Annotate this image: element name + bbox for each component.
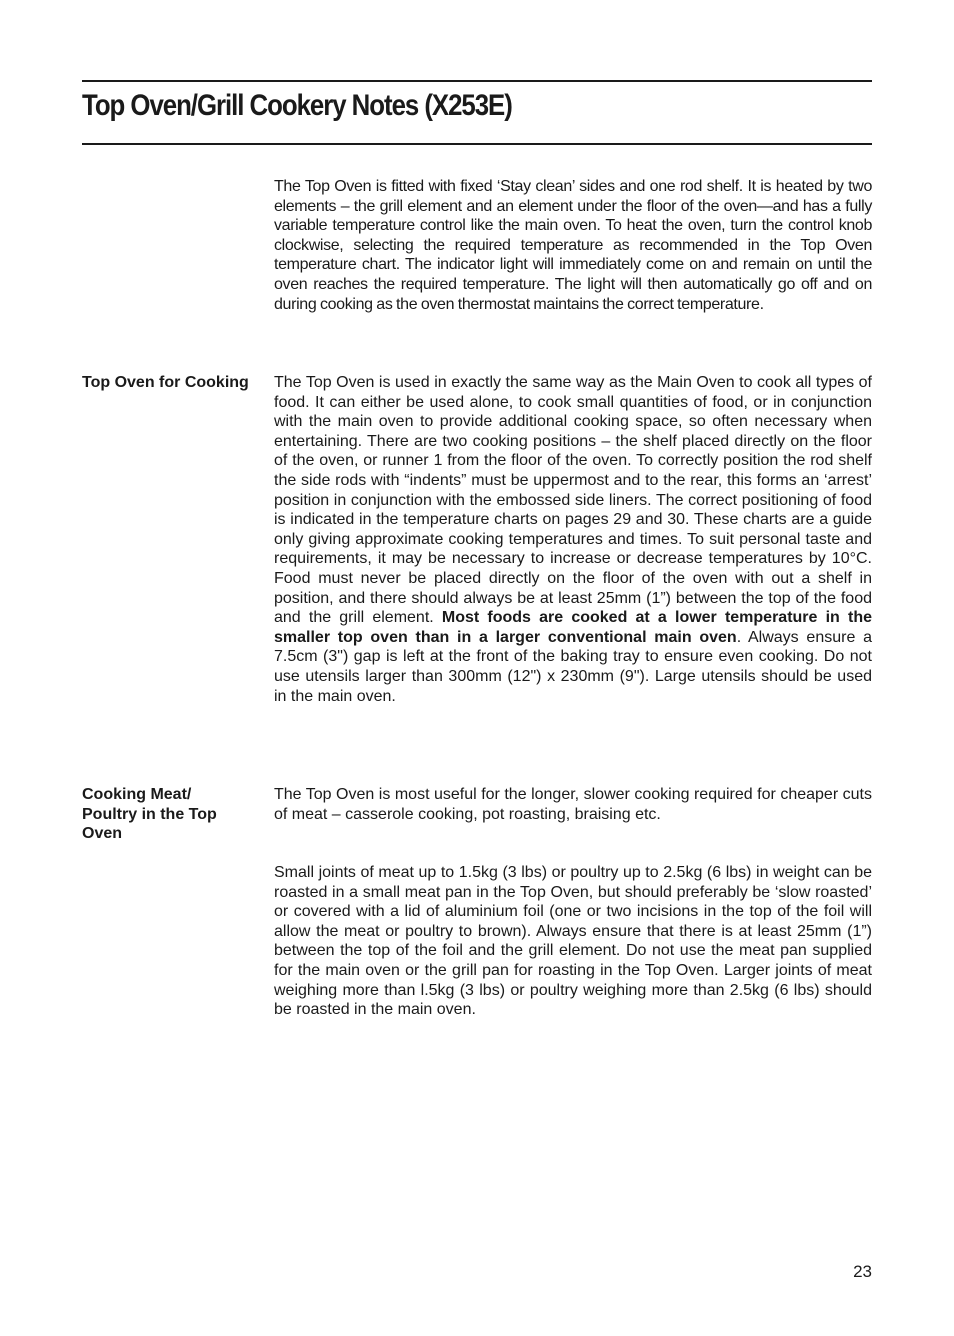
- header-top-rule: [82, 80, 872, 82]
- intro-paragraph: The Top Oven is fitted with fixed ‘Stay clean’ sides and one rod shelf. It is heated by two elements – the grill element and an element under the floor of the oven—and has a fully variable temperature control like the main oven. To heat the oven, turn the control knob clockwise, selecting the required temperature as recommended in the Top Oven temperature chart. The indicator light will immediately come on and remain on until the oven reaches the required temperature. The light will then automatically go off and on during cooking as the oven thermostat maintains the correct temperature.: [274, 178, 872, 313]
- section-text-part-2: . Always ensure a 7.5cm (3") gap is left at the front of the baking tray to ensure even cooking. Do not use utensils larger than 300mm (12") x 230mm (9"). Large utensils should be used in the main oven.: [274, 628, 872, 705]
- header-bottom-rule: [82, 143, 872, 145]
- section-text-part-1: The Top Oven is used in exactly the same way as the Main Oven to cook all types of food. It can either be used alone, to cook small quantities of food, or in conjunction with the main oven to provide additional cooking space, so often necessary when entertaining. There are two cooking positions – the shelf placed directly on the floor of the oven, or runner 1 from the floor of the oven. To correctly position the rod shelf the side rods with “indents” must be uppermost and to the rear, this forms an ‘arrest’ position in conjunction with the embossed side liners. The correct positioning of food is indicated in the temperature charts on pages 29 and 30. These charts are a guide only giving approximate cooking temperatures and times. To suit personal taste and requirements, it may be necessary to increase or decrease temperatures by 10°C. Food must never be placed directly on the floor of the oven with out a shelf in position, and there should always be at least 25mm (1”) between the top of the food and the grill element.: [274, 374, 872, 627]
- section-paragraph-meat-2: Small joints of meat up to 1.5kg (3 lbs) or poultry up to 2.5kg (6 lbs) in weight can be roasted in a small meat pan in the Top Oven, but should preferably be ‘slow roasted’ or covered with a lid of aluminium foil (one or two incisions in the top of the foil will allow the meat or poultry to brown). Always ensure that there is at least 25mm (1”) between the top of the foil and the grill element. Do not use the meat pan supplied for the main oven or the grill pan for roasting in the Top Oven. Larger joints of meat weighing more than l.5kg (3 lbs) or poultry weighing more than 2.5kg (6 lbs) should be roasted in the main oven.: [274, 864, 872, 1019]
- section-paragraph-top-oven-for-cooking: [274, 373, 872, 706]
- section-heading-cooking-meat-poultry: Cooking Meat/ Poultry in the Top Oven: [82, 786, 217, 843]
- section-bold-note: Most foods are cooked at a lower temperature in the smaller top oven than in a larger conventional main oven: [274, 609, 873, 646]
- section-heading-top-oven-for-cooking: Top Oven for Cooking: [82, 374, 249, 391]
- section-paragraph-meat-1: The Top Oven is most useful for the longer, slower cooking required for cheaper cuts of meat – casserole cooking, pot roasting, braising etc.: [274, 786, 872, 823]
- page-title: Top Oven/Grill Cookery Notes (X253E): [82, 89, 512, 122]
- page-number: 23: [853, 1262, 872, 1281]
